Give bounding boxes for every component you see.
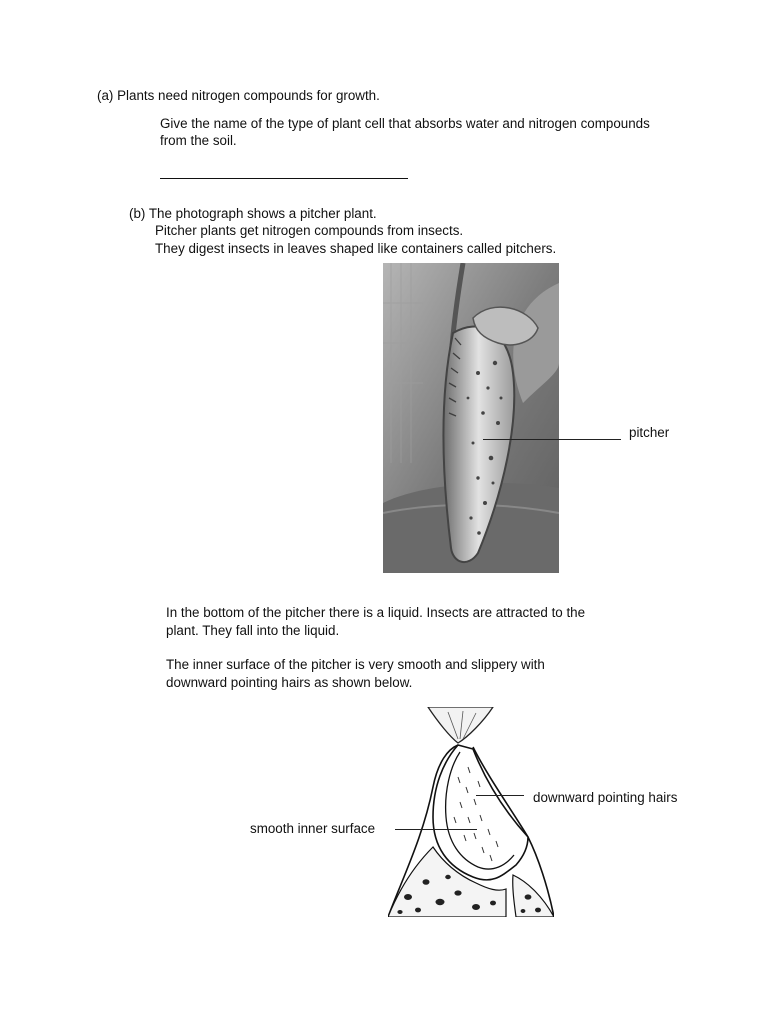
part-a-question-line2: from the soil. [160,133,237,148]
para1-line1: In the bottom of the pitcher there is a liquid. Insects are attracted to the [166,605,586,620]
para2-line1: The inner surface of the pitcher is very smooth and slippery with [166,657,545,672]
hairs-leader-line [476,795,524,796]
pitcher-plant-photo [383,263,559,573]
part-b-line3: They digest insects in leaves shaped like containers called pitchers. [155,241,557,256]
para2-line2: downward pointing hairs as shown below. [166,675,413,690]
para1-line2: plant. They fall into the liquid. [166,623,340,638]
downward-hairs-label: downward pointing hairs [533,790,678,805]
answer-line[interactable] [160,178,408,179]
part-a-intro: (a) Plants need nitrogen compounds for growth. [97,88,380,103]
surface-leader-line [395,829,477,830]
part-b-line1: (b) The photograph shows a pitcher plant. [129,206,377,221]
pitcher-label: pitcher [629,425,670,440]
part-b-line2: Pitcher plants get nitrogen compounds from insects. [155,223,464,238]
pitcher-leader-line [483,439,621,440]
pitcher-cross-section-diagram [388,707,554,917]
smooth-surface-label: smooth inner surface [250,821,376,836]
part-a-question-line1: Give the name of the type of plant cell that absorbs water and nitrogen compounds [160,116,650,131]
